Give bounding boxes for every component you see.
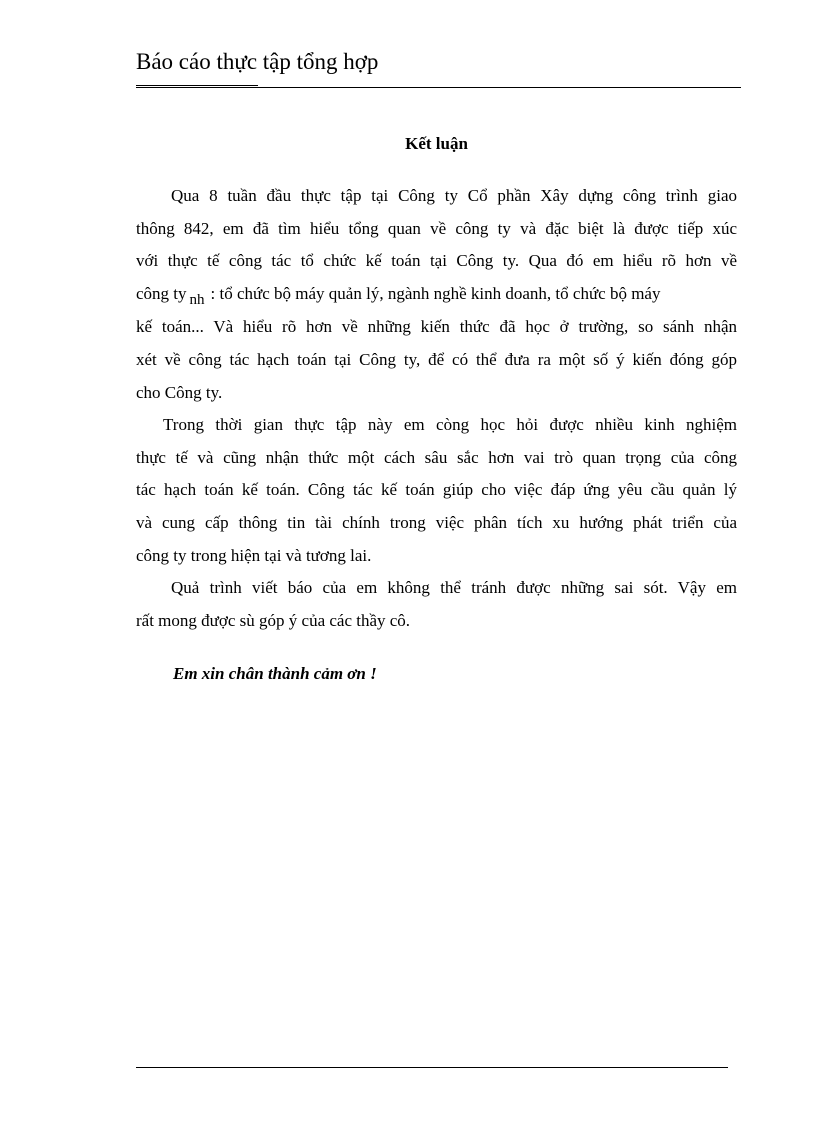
paragraph-1-line-7: cho Công ty. — [136, 382, 223, 402]
paragraph-2-line-1: Trong thời gian thực tập này em còng học hỏi được nhiều kinh nghiệm — [163, 415, 737, 435]
paragraph-1-line-4-start: công ty — [136, 283, 187, 303]
paragraph-2 — [136, 409, 737, 572]
paragraph-2-line-2: thực tế và cũng nhận thức một cách sâu sắc hơn vai trò quan trọng của công — [136, 447, 737, 467]
paragraph-3-line-2: rất mong được sù góp ý của các thầy cô. — [136, 610, 411, 630]
paragraph-1-line-5: kế toán... Và hiểu rõ hơn về những kiến thức đã học ở trường, so sánh nhận — [136, 317, 737, 337]
paragraph-2-line-5: công ty trong hiện tại và tương lai. — [136, 545, 372, 565]
paragraph-2-line-3: tác hạch toán kế toán. Công tác kế toán giúp cho việc đáp ứng yêu cầu quản lý — [136, 480, 737, 500]
document-header-title: Báo cáo thực tập tổng hợp — [136, 49, 379, 74]
paragraph-2-line-4: và cung cấp thông tin tài chính trong việc phân tích xu hướng phát triển của — [136, 512, 737, 532]
paragraph-3-line-1: Quả trình viết báo của em không thể tránh được những sai sót. Vậy em — [171, 578, 737, 598]
paragraph-1 — [136, 180, 737, 409]
paragraph-1-line-4 — [136, 278, 737, 312]
body-text — [136, 180, 737, 637]
paragraph-1-line-2: thông 842, em đã tìm hiểu tổng quan về công ty và đặc biệt là được tiếp xúc — [136, 218, 737, 238]
paragraph-1-line-4-end: : tổ chức bộ máy quản lý, ngành nghề kinh doanh, tổ chức bộ máy — [210, 283, 661, 303]
header-rule-accent — [136, 85, 258, 86]
header-rule — [136, 87, 741, 88]
paragraph-1-line-3: với thực tế công tác tổ chức kế toán tại Công ty. Qua đó em hiểu rõ hơn về — [136, 251, 737, 271]
paragraph-3 — [136, 572, 737, 637]
paragraph-1-line-6: xét về công tác hạch toán tại Công ty, để có thể đưa ra một số ý kiến đóng góp — [136, 349, 737, 369]
footer-rule — [136, 1067, 728, 1068]
section-heading: Kết luận — [405, 134, 468, 153]
paragraph-1-line-1: Qua 8 tuần đầu thực tập tại Công ty Cổ phần Xây dựng công trình giao — [171, 186, 737, 205]
closing-thanks: Em xin chân thành cảm ơn ! — [173, 664, 377, 683]
paragraph-1-subscript-fragment: nh — [189, 291, 205, 308]
